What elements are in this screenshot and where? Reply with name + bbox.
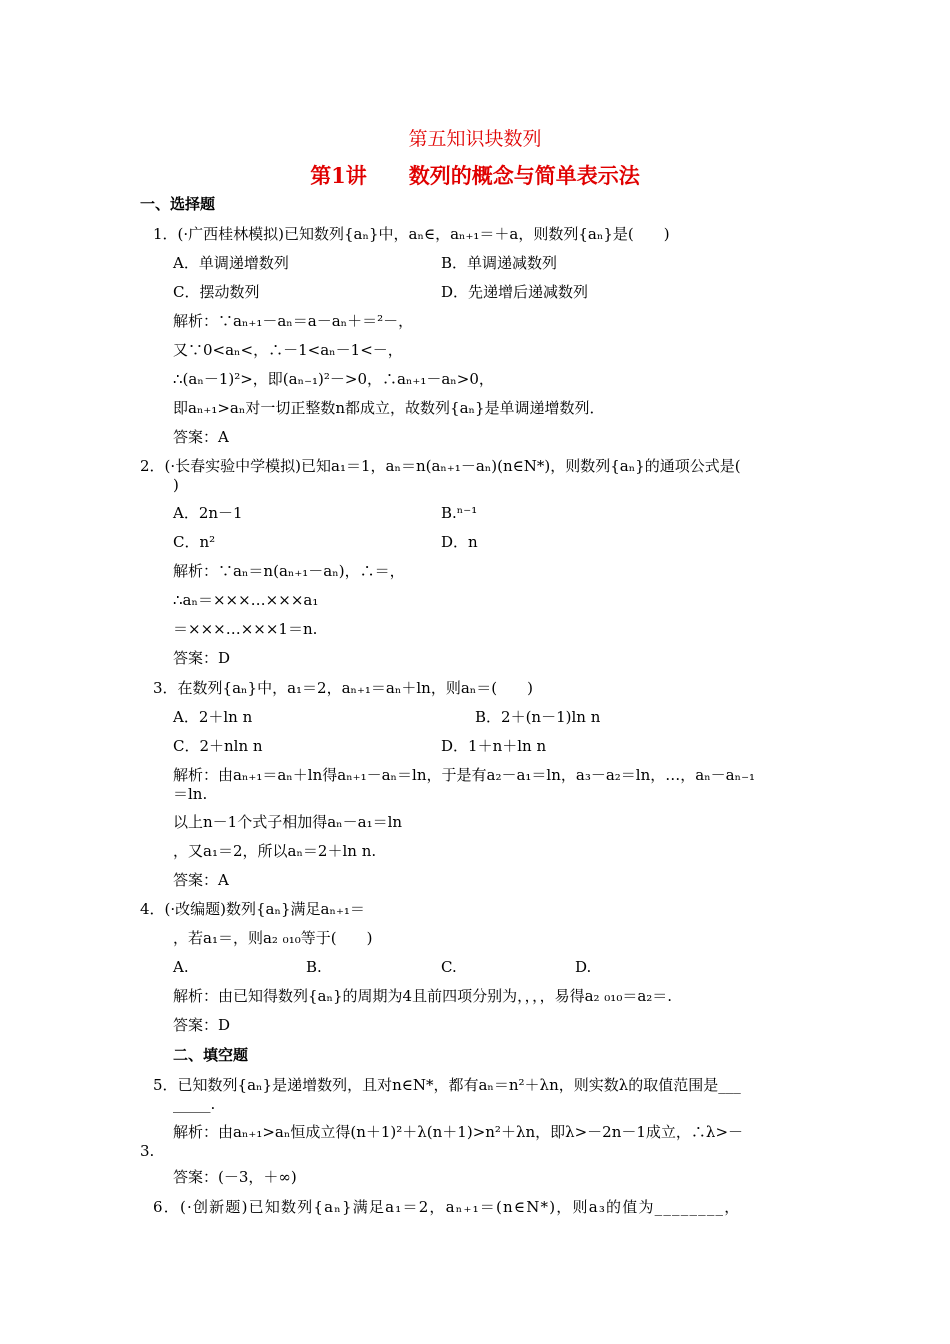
q1-option-c: C．摆动数列 [173, 283, 260, 301]
q1-option-b: B．单调递减数列 [441, 254, 558, 272]
q1-stem: 1．(·广西桂林模拟)已知数列{aₙ}中，aₙ∈，aₙ₊₁＝＋a，则数列{aₙ}是( ) [153, 225, 670, 243]
q1-solution-line-4: 即aₙ₊₁>aₙ对一切正整数n都成立，故数列{aₙ}是单调递增数列． [173, 399, 605, 417]
q4-option-c: C. [441, 958, 457, 976]
q3-option-c: C．2＋nln n [173, 737, 263, 755]
q1-solution-line-1: 解析：∵aₙ₊₁－aₙ＝a－aₙ＋＝²－， [173, 312, 414, 330]
q5-answer: 答案：(－3，＋∞) [173, 1168, 297, 1186]
q3-answer: 答案：A [173, 871, 229, 889]
q4-answer: 答案：D [173, 1016, 231, 1034]
q4-option-b: B. [306, 958, 322, 976]
q1-option-a: A．单调递增数列 [173, 254, 289, 272]
section-fill-heading: 二、填空题 [173, 1046, 249, 1064]
lecture-title: 第1讲 数列的概念与简单表示法 [310, 163, 640, 188]
q2-solution-line-3: ＝×××…×××1＝n. [173, 620, 318, 638]
q3-solution-line-2: ＝ln. [173, 785, 208, 803]
q5-solution-line-2: 3. [140, 1142, 155, 1160]
q4-stem-line-1: 4．(·改编题)数列{aₙ}满足aₙ₊₁＝ [140, 900, 365, 918]
section-choice-heading: 一、选择题 [140, 195, 216, 213]
q2-stem-line-1: 2．(·长春实验中学模拟)已知a₁＝1，aₙ＝n(aₙ₊₁－aₙ)(n∈N*)，则数列{aₙ}的通项公式是( [140, 457, 741, 475]
q3-option-b: B．2＋(n－1)ln n [475, 708, 601, 726]
q1-solution-line-2: 又∵0<aₙ<，∴－1<aₙ－1<－， [173, 341, 403, 359]
q3-solution-line-1: 解析：由aₙ₊₁＝aₙ＋ln得aₙ₊₁－aₙ＝ln，于是有a₂－a₁＝ln，a₃－a₂＝ln，…，aₙ－aₙ₋₁ [173, 766, 756, 784]
q1-solution-line-3: ∴(aₙ－1)²>，即(aₙ₋₁)²－>0，∴aₙ₊₁－aₙ>0， [173, 370, 494, 388]
q2-stem-line-2: ) [173, 476, 179, 494]
q4-option-a: A. [173, 958, 189, 976]
q2-solution-line-1: 解析：∵aₙ＝n(aₙ₊₁－aₙ)，∴＝， [173, 562, 405, 580]
q6-stem: 6．(·创新题)已知数列{aₙ}满足a₁＝2，aₙ₊₁＝(n∈N*)，则a₃的值为________， [153, 1198, 741, 1216]
q4-stem-line-2: ，若a₁＝，则a₂ ₀₁₀等于( ) [173, 929, 373, 947]
q2-option-a: A．2n－1 [173, 504, 243, 522]
chapter-title: 第五知识块数列 [408, 128, 542, 150]
q4-solution-line-1: 解析：由已知得数列{aₙ}的周期为4且前四项分别为，，，，易得a₂ ₀₁₀＝a₂＝. [173, 987, 673, 1005]
q5-solution-line-1: 解析：由aₙ₊₁>aₙ恒成立得(n＋1)²＋λ(n＋1)>n²＋λn，即λ>－2n－1成立，∴λ>－ [173, 1123, 744, 1141]
q3-option-a: A．2＋ln n [173, 708, 253, 726]
q5-stem-line-2: _____. [173, 1095, 216, 1113]
q5-stem-line-1: 5．已知数列{aₙ}是递增数列，且对n∈N*，都有aₙ＝n²＋λn，则实数λ的取值范围是___ [153, 1076, 741, 1094]
q3-solution-line-4: ，又a₁＝2，所以aₙ＝2＋ln n. [173, 842, 377, 860]
q2-answer: 答案：D [173, 649, 231, 667]
q1-answer: 答案：A [173, 428, 229, 446]
q1-option-d: D．先递增后递减数列 [441, 283, 589, 301]
q2-option-b: B.ⁿ⁻¹ [441, 504, 478, 522]
q3-option-d: D．1＋n＋ln n [441, 737, 547, 755]
q4-option-d: D. [575, 958, 592, 976]
q3-solution-line-3: 以上n－1个式子相加得aₙ－a₁＝ln [173, 813, 403, 831]
q2-solution-line-2: ∴aₙ＝×××…×××a₁ [173, 591, 319, 609]
q3-stem: 3．在数列{aₙ}中，a₁＝2，aₙ₊₁＝aₙ＋ln，则aₙ＝( ) [153, 679, 533, 697]
q2-option-d: D．n [441, 533, 478, 551]
q2-option-c: C．n² [173, 533, 216, 551]
